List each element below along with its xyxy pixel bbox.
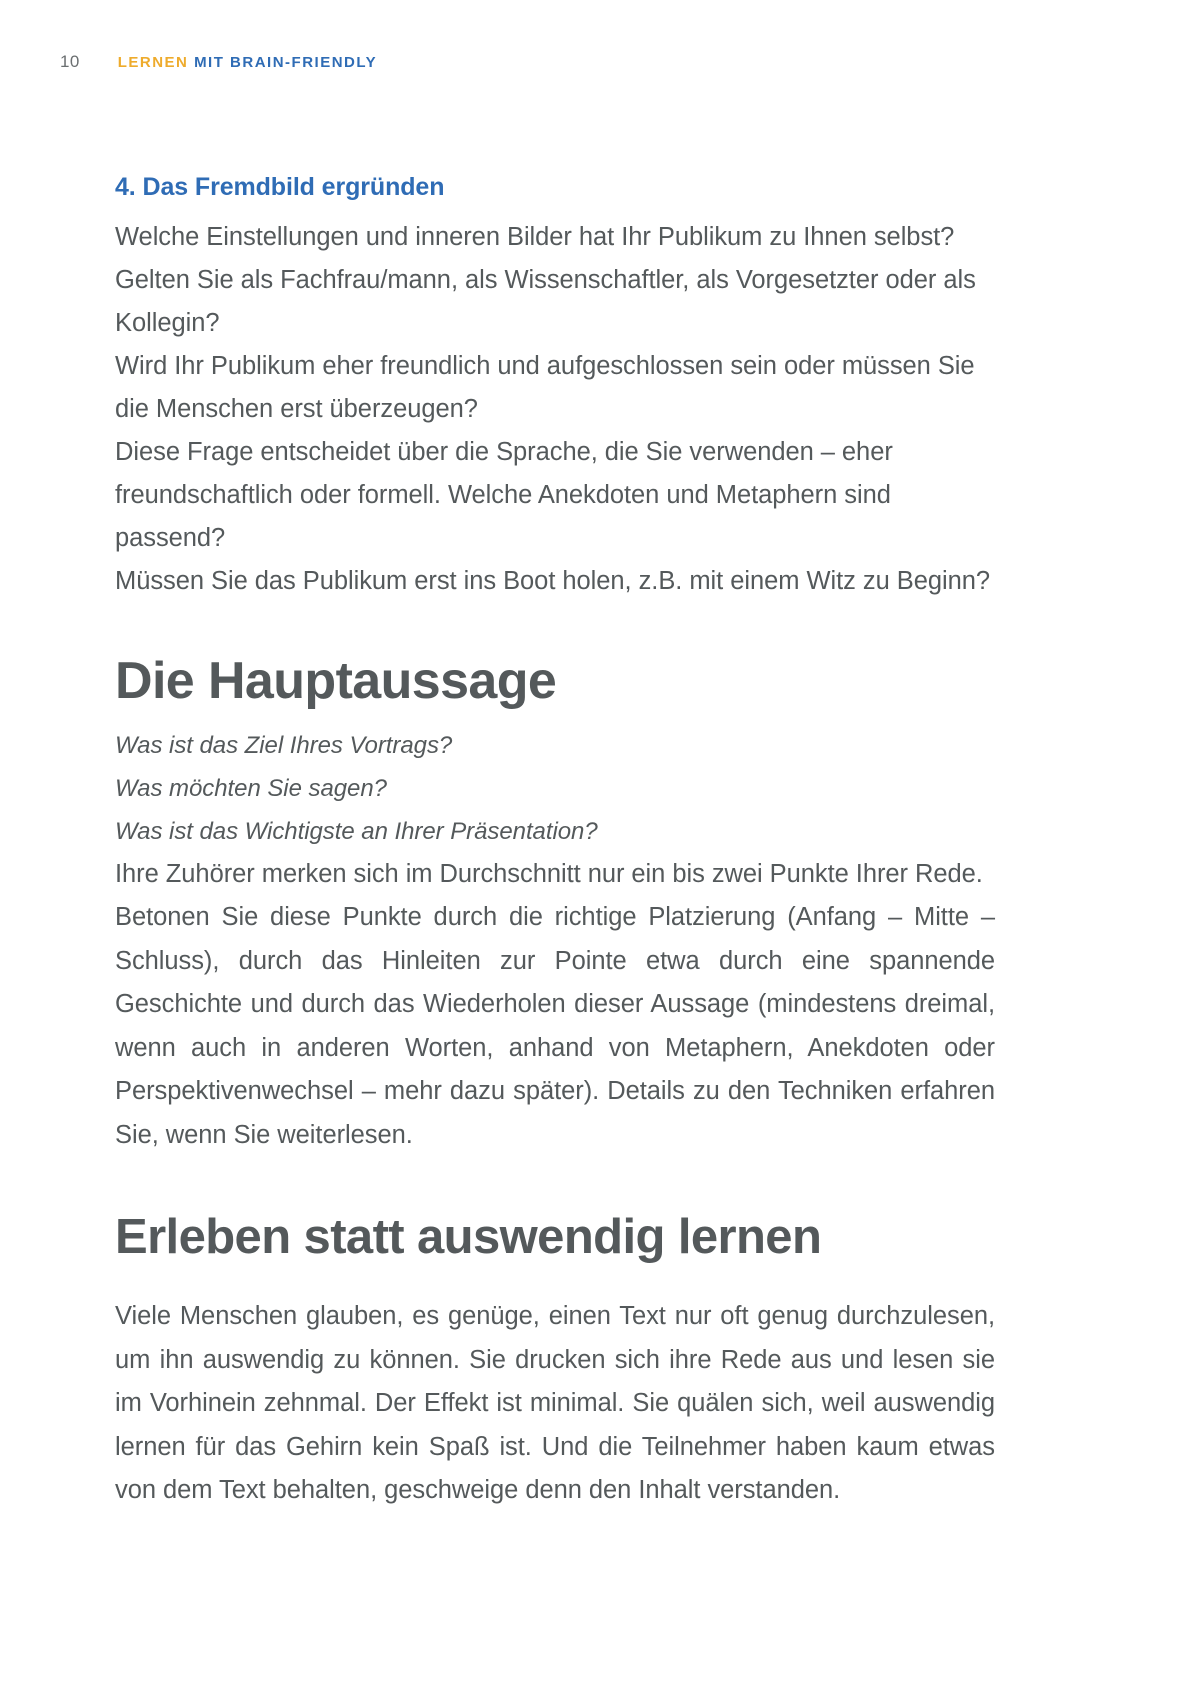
header-title-brand: MIT BRAIN-FRIENDLY <box>194 54 378 71</box>
paragraph-erleben: Viele Menschen glauben, es genüge, einen Text nur oft genug durchzulesen, um ihn auswendig zu können. Sie drucken sich ihre Rede aus und lesen sie im Vorhinein zehnmal. Der Effekt ist minimal. Sie quälen sich, weil auswendig lernen für das Gehirn kein Spaß ist. Und die Teilnehmer haben kaum etwas von dem Text behalten, geschweige denn den Inhalt verstanden. <box>115 1302 995 1505</box>
text-column <box>115 172 995 1513</box>
question-line-2: Gelten Sie als Fachfrau/mann, als Wissenschaftler, als Vorgesetzter oder als Kollegin? <box>115 266 976 337</box>
italic-question-3: Was ist das Wichtigste an Ihrer Präsentation? <box>115 818 598 846</box>
header-title-lernen: LERNEN <box>117 54 189 71</box>
question-line-4: Diese Frage entscheidet über die Sprache, die Sie verwenden – eher freundschaftlich oder formell. Welche Anekdoten und Metaphern sind passend? <box>115 438 893 552</box>
page-number: 10 <box>60 52 80 71</box>
heading-erleben-statt-auswendig-lernen: Erleben statt auswendig lernen <box>115 1210 822 1265</box>
paragraph-hauptaussage-body: Betonen Sie diese Punkte durch die richtige Platzierung (Anfang – Mitte – Schluss), durch das Hinleiten zur Pointe etwa durch eine spannende Geschichte und durch das Wiederholen dieser Aussage (mindestens dreimal, wenn auch in anderen Worten, anhand von Metaphern, Anekdoten oder Perspektivenwechsel – mehr dazu später). Details zu den Techniken erfahren Sie, wenn Sie weiterlesen. <box>115 903 995 1149</box>
question-line-5: Müssen Sie das Publikum erst ins Boot holen, z.B. mit einem Witz zu Beginn? <box>115 567 990 595</box>
heading-die-hauptaussage: Die Hauptaussage <box>115 652 557 710</box>
header-title <box>118 54 377 71</box>
question-line-3: Wird Ihr Publikum eher freundlich und aufgeschlossen sein oder müssen Sie die Menschen erst überzeugen? <box>115 352 975 423</box>
paragraph-hauptaussage-intro: Ihre Zuhörer merken sich im Durchschnitt nur ein bis zwei Punkte Ihrer Rede. <box>115 860 983 889</box>
subheading-fremdbild: 4. Das Fremdbild ergründen <box>115 173 445 201</box>
question-line-1: Welche Einstellungen und inneren Bilder hat Ihr Publikum zu Ihnen selbst? <box>115 223 955 251</box>
italic-question-1: Was ist das Ziel Ihres Vortrags? <box>115 732 453 760</box>
running-header <box>60 52 377 72</box>
italic-question-2: Was möchten Sie sagen? <box>115 775 387 803</box>
